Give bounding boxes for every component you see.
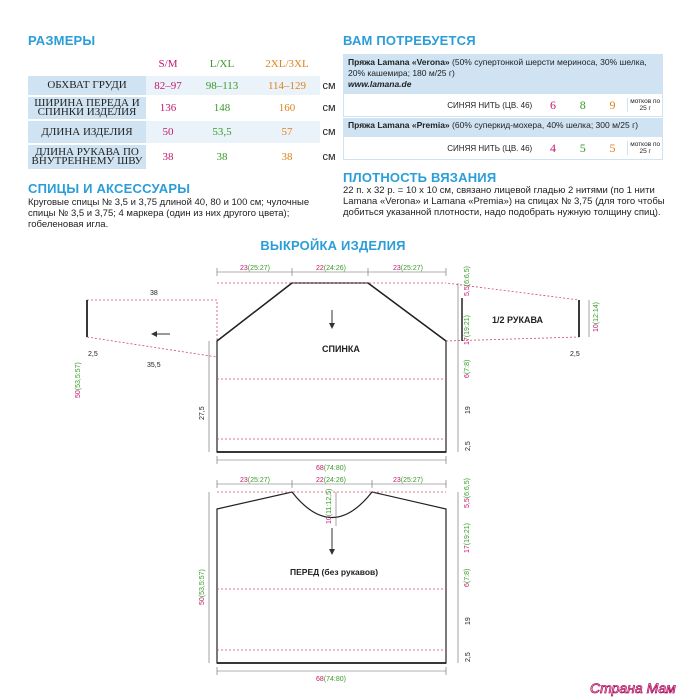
yarn1-qty-2xl: 9 xyxy=(609,97,616,112)
m-68-back: 68(74:80) xyxy=(316,465,346,472)
back-raglan-right xyxy=(368,283,446,341)
cell: 53,5 xyxy=(190,120,254,144)
m-50-front: 50(53,5:57) xyxy=(199,569,206,605)
back-raglan-left xyxy=(217,283,292,341)
cell: 57 xyxy=(254,120,320,144)
row-label: ДЛИНА РУКАВА ПО ВНУТРЕННЕМУ ШВУ xyxy=(28,144,146,169)
m-2-5-sleeve-left: 2,5 xyxy=(88,351,98,358)
m-neck-depth: 10(11:12,5) xyxy=(326,488,333,524)
m-19-back: 19 xyxy=(465,406,472,414)
unit: см xyxy=(320,120,338,144)
m-2-5-sleeve-right: 2,5 xyxy=(570,351,580,358)
needles-title: СПИЦЫ И АКСЕССУАРЫ xyxy=(28,181,191,196)
sizes-title: РАЗМЕРЫ xyxy=(28,33,96,48)
size-header-2xl: 2XL/3XL xyxy=(265,58,309,70)
yarn1-qty-sm: 6 xyxy=(550,97,557,112)
m-23-back-left: 23(25:27) xyxy=(240,265,270,272)
yarn1-color: СИНЯЯ НИТЬ (ЦВ. 46) xyxy=(447,100,533,110)
yarn1-qty-lxl: 8 xyxy=(579,97,586,112)
cell: 114–129 xyxy=(254,75,320,96)
yarn1-site: www.lamana.de xyxy=(348,79,412,89)
yarn2-qty-sm: 4 xyxy=(550,140,557,155)
m-2-5-front: 2,5 xyxy=(465,652,472,662)
m-5-5-back: 5,5(6:6,5) xyxy=(464,266,471,296)
m-22-front: 22(24:26) xyxy=(316,477,346,484)
m-50-sleeve: 50(53,5:57) xyxy=(75,362,82,398)
back-label: СПИНКА xyxy=(322,344,360,354)
m-10-sleeve: 10(12:14) xyxy=(593,302,600,332)
gauge-title: ПЛОТНОСТЬ ВЯЗАНИЯ xyxy=(343,170,497,185)
m-27-5: 27,5 xyxy=(199,406,206,420)
yarn2-name: Пряжа Lamana «Premia» xyxy=(348,120,450,130)
watermark: Страна Мам xyxy=(590,680,676,696)
cell: 38 xyxy=(254,144,320,169)
cell: 98–113 xyxy=(190,75,254,96)
row-label: ШИРИНА ПЕРЕДА И СПИНКИ ИЗДЕЛИЯ xyxy=(28,96,146,120)
cell: 148 xyxy=(190,96,254,120)
cell: 38 xyxy=(190,144,254,169)
front-label: ПЕРЕД (без рукавов) xyxy=(290,567,379,577)
row-label: ДЛИНА ИЗДЕЛИЯ xyxy=(28,120,146,144)
dimension-lines xyxy=(209,268,589,675)
back-sleeve-top xyxy=(87,300,217,341)
m-6-front: 6(7:8) xyxy=(464,568,471,587)
m-23-front-right: 23(25:27) xyxy=(393,477,423,484)
yarn2-color: СИНЯЯ НИТЬ (ЦВ. 46) xyxy=(447,143,533,153)
yarn2-qty-2xl: 5 xyxy=(609,140,616,155)
yarn1-name: Пряжа Lamana «Verona» xyxy=(348,57,450,67)
m-19-front: 19 xyxy=(465,617,472,625)
row-label: ОБХВАТ ГРУДИ xyxy=(28,75,146,96)
m-6-back: 6(7:8) xyxy=(464,359,471,378)
m-23-front-left: 23(25:27) xyxy=(240,477,270,484)
unit: см xyxy=(320,75,338,96)
m-38: 38 xyxy=(150,290,158,297)
cell: 136 xyxy=(146,96,190,120)
sleeve-label: 1/2 РУКАВА xyxy=(492,315,544,325)
m-22-back: 22(24:26) xyxy=(316,265,346,272)
size-header-sm: S/M xyxy=(158,58,178,70)
m-5-5-front: 5,5(6:6,5) xyxy=(464,478,471,508)
m-23-back-right: 23(25:27) xyxy=(393,265,423,272)
m-17-back: 17(19:21) xyxy=(464,315,471,345)
gauge-text: 22 п. х 32 р. = 10 х 10 см, связано лицевой гладью 2 нитями (по 1 нити Lamana «Verona» и Lamana «Premia») на спицах № 3,75 (для того чтобы добиться указанной плотности, надо подобрать нужную толщину спиц). xyxy=(343,185,665,218)
size-header-lxl: L/XL xyxy=(209,58,235,70)
pattern-title: ВЫКРОЙКА ИЗДЕЛИЯ xyxy=(260,238,406,253)
back-outline xyxy=(217,283,446,452)
back-sleeve-bottom xyxy=(87,337,217,357)
cell: 50 xyxy=(146,120,190,144)
yarn2-desc: (60% суперкид-мохера, 40% шелка; 300 м/25 г) xyxy=(449,120,639,130)
m-35-5: 35,5 xyxy=(147,362,161,369)
need-title: ВАМ ПОТРЕБУЕТСЯ xyxy=(343,33,476,48)
cell: 82–97 xyxy=(146,75,190,96)
needles-text: Круговые спицы № 3,5 и 3,75 длиной 40, 80 и 100 см; чулочные спицы № 3,5 и 3,75; 4 маркера (один из них другого цвета); гобеленовая игла. xyxy=(28,197,310,230)
cell: 38 xyxy=(146,144,190,169)
yarn1-desc: (50% супертонкой шерсти мериноса, 30% шелка, 20% кашемира; 180 м/25 г) xyxy=(348,57,647,78)
unit: см xyxy=(320,96,338,120)
yarn2-qty-lxl: 5 xyxy=(579,140,586,155)
m-68-front: 68(74:80) xyxy=(316,676,346,683)
yarn1-unit: мотков по 25 г xyxy=(627,98,662,112)
back-piece xyxy=(87,283,579,452)
cell: 160 xyxy=(254,96,320,120)
m-2-5-back: 2,5 xyxy=(465,441,472,451)
yarn2-unit: мотков по 25 г xyxy=(627,141,662,155)
m-17-front: 17(19:21) xyxy=(464,523,471,553)
unit: см xyxy=(320,144,338,169)
